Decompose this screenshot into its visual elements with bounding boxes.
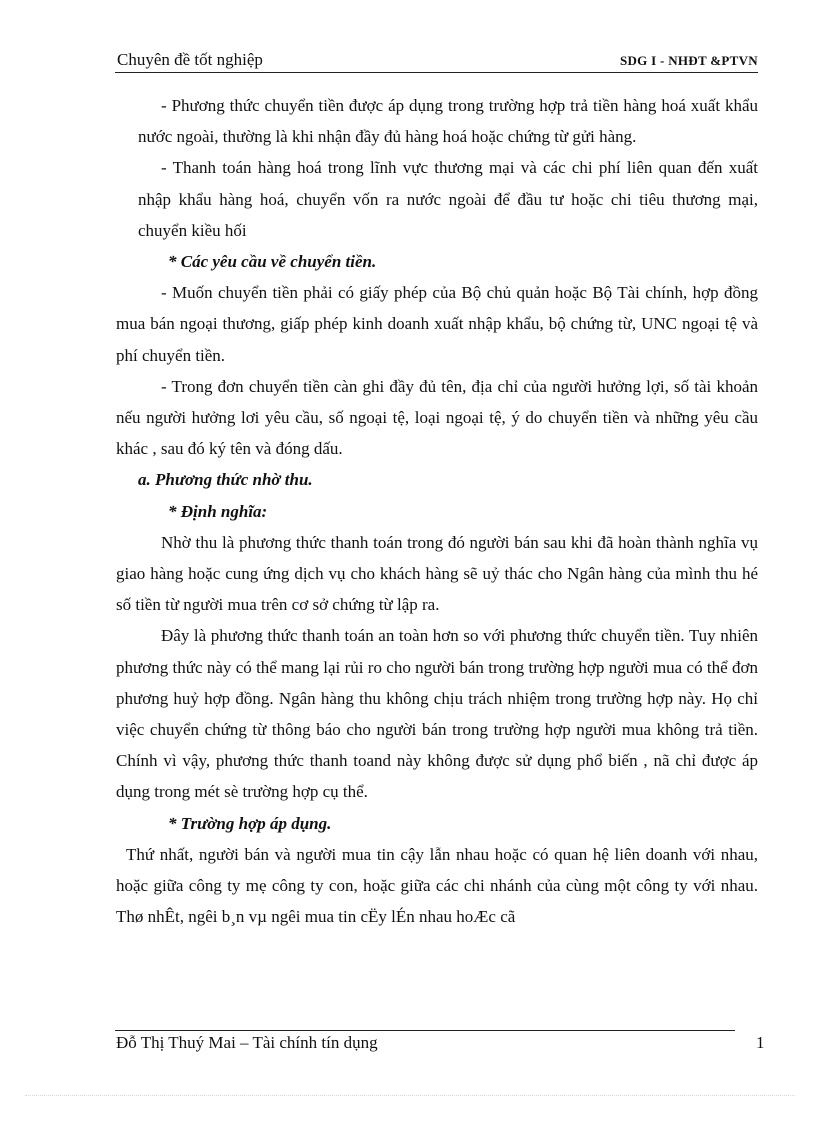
page-edge (25, 1095, 795, 1096)
paragraph: Thứ nhất, người bán và người mua tin cậy lẫn nhau hoặc có quan hệ liên doanh với nhau, hoặc giữa công ty mẹ công ty con, hoặc giữa các chi nhánh của cùng một công ty với nhau. Thø nhÊt, ngêi b¸n vµ ngêi mua tin cËy lÉn nhau hoÆc cã (116, 844, 758, 927)
paragraph: Đây là phương thức thanh toán an toàn hơn so với phương thức chuyển tiền. Tuy nhiên phương thức này có thể mang lại rủi ro cho người bán trong trường hợp người mua có thể đơn phương huỷ hợp đồng. Ngân hàng thu không chịu trách nhiệm trong trường hợp này. Họ chỉ việc chuyển chứng từ thông báo cho người bán trong trường hợp người mua không trả tiền. Chính vì vậy, phương thức thanh toand này không được sử dụng phổ biến , nã chỉ được áp dụng trong mét sè trường hợp cụ thể. (116, 626, 758, 802)
page-number: 1 (756, 1033, 765, 1052)
paragraph: - Thanh toán hàng hoá trong lĩnh vực thương mại và các chi phí liên quan đến xuất nhập khẩu hàng hoá, chuyển vốn ra nước ngoài để đầu tư hoặc chi tiêu thương mại, chuyển kiều hối (138, 158, 758, 240)
page-header (115, 50, 758, 73)
subheading: * Trường hợp áp dụng. (168, 813, 332, 833)
paragraph: Nhờ thu là phương thức thanh toán trong đó người bán sau khi đã hoàn thành nghĩa vụ giao hàng hoặc cung ứng dịch vụ cho khách hàng sẽ uỷ thác cho Ngân hàng của mình thu hé số tiền từ người mua trên cơ sở chứng từ lập ra. (116, 532, 758, 615)
paragraph: - Trong đơn chuyển tiền càn ghi đầy đủ tên, địa chỉ của người hưởng lợi, số tài khoản nếu người hưởng lơi yêu cầu, số ngoại tệ, loại ngoại tệ, ý do chuyển tiền và những yêu cầu khác , sau đó ký tên và đóng dấu. (116, 376, 758, 459)
document-body (116, 90, 758, 932)
paragraph: - Phương thức chuyển tiền được áp dụng trong trường hợp trả tiền hàng hoá xuất khẩu nước ngoài, thường là khi nhận đầy đủ hàng hoá hoặc chứng từ gửi hàng. (138, 96, 758, 147)
header-code: SDG I - NHĐT &PTVN (619, 53, 758, 68)
section-heading: a. Phương thức nhờ thu. (138, 470, 313, 490)
paragraph: - Muốn chuyển tiền phải có giấy phép của Bộ chủ quản hoặc Bộ Tài chính, hợp đồng mua bán ngoại thương, giấp phép kinh doanh xuất nhập khẩu, bộ chứng từ, UNC ngoại tệ và phí chuyển tiền. (116, 283, 758, 365)
footer-author: Đỗ Thị Thuý Mai – Tài chính tín dụng (116, 1033, 378, 1052)
subheading: * Các yêu cầu về chuyển tiền. (168, 252, 377, 272)
subheading: * Định nghĩa: (168, 501, 268, 521)
footer-divider (115, 1030, 735, 1031)
header-title: Chuyên đề tốt nghiệp (117, 50, 263, 69)
